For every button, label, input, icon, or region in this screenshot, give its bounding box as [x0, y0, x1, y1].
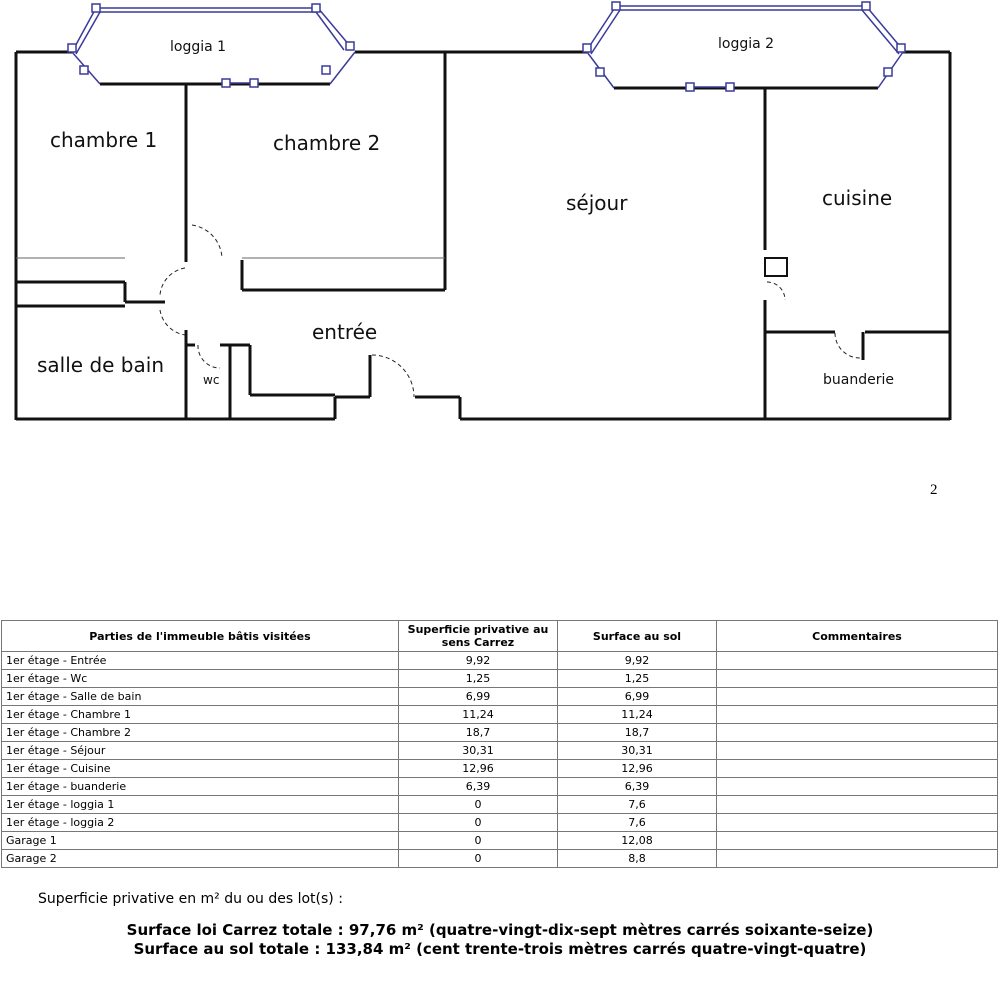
cell-carrez: 12,96: [399, 760, 558, 778]
cell-sol: 8,8: [558, 850, 717, 868]
cell-carrez: 0: [399, 850, 558, 868]
label-wc: wc: [203, 373, 220, 387]
table-row: [2, 652, 998, 670]
cell-carrez: 0: [399, 832, 558, 850]
carrez-total: Surface loi Carrez totale : 97,76 m² (quatre-vingt-dix-sept mètres carrés soixante-seize): [126, 921, 874, 939]
floor-plan: [0, 0, 1000, 440]
label-loggia-2: loggia 2: [718, 36, 775, 52]
cell-sol: 12,96: [558, 760, 717, 778]
table-row: [2, 688, 998, 706]
cell-comment: [717, 760, 998, 778]
cell-part: 1er étage - Chambre 2: [2, 724, 399, 742]
cell-sol: 7,6: [558, 814, 717, 832]
cell-part: 1er étage - loggia 2: [2, 814, 399, 832]
cell-carrez: 30,31: [399, 742, 558, 760]
cell-part: Garage 1: [2, 832, 399, 850]
cell-carrez: 11,24: [399, 706, 558, 724]
cell-comment: [717, 724, 998, 742]
label-entree: entrée: [312, 320, 378, 344]
table-row: [2, 850, 998, 868]
table-row: [2, 742, 998, 760]
cell-part: Garage 2: [2, 850, 399, 868]
header-comments: Commentaires: [717, 621, 998, 652]
summary-label: Superficie privative en m² du ou des lot(s) :: [38, 891, 343, 907]
label-salle-de-bain: salle de bain: [37, 353, 164, 377]
page-number: 2: [930, 482, 938, 498]
header-carrez-line1: Superficie privative au: [407, 623, 549, 636]
cell-sol: 9,92: [558, 652, 717, 670]
cell-carrez: 9,92: [399, 652, 558, 670]
cell-carrez: 0: [399, 796, 558, 814]
cell-comment: [717, 778, 998, 796]
table-row: [2, 778, 998, 796]
table-row: [2, 760, 998, 778]
cell-sol: 7,6: [558, 796, 717, 814]
table-row: [2, 832, 998, 850]
cell-sol: 11,24: [558, 706, 717, 724]
cell-part: 1er étage - loggia 1: [2, 796, 399, 814]
label-loggia-1: loggia 1: [170, 39, 227, 55]
header-carrez-line2: sens Carrez: [441, 636, 515, 649]
table-body: [2, 652, 998, 868]
cell-sol: 6,99: [558, 688, 717, 706]
table-row: [2, 670, 998, 688]
cell-sol: 6,39: [558, 778, 717, 796]
cell-carrez: 1,25: [399, 670, 558, 688]
cell-comment: [717, 850, 998, 868]
cell-sol: 18,7: [558, 724, 717, 742]
cell-part: 1er étage - Entrée: [2, 652, 399, 670]
label-sejour: séjour: [566, 191, 628, 215]
table-row: [2, 796, 998, 814]
cell-comment: [717, 832, 998, 850]
cell-comment: [717, 670, 998, 688]
table-row: [2, 724, 998, 742]
cell-comment: [717, 814, 998, 832]
cell-sol: 12,08: [558, 832, 717, 850]
cell-part: 1er étage - Wc: [2, 670, 399, 688]
label-cuisine: cuisine: [822, 186, 893, 210]
cell-part: 1er étage - Séjour: [2, 742, 399, 760]
cell-sol: 1,25: [558, 670, 717, 688]
cell-sol: 30,31: [558, 742, 717, 760]
cell-comment: [717, 688, 998, 706]
label-chambre-2: chambre 2: [273, 131, 381, 155]
label-buanderie: buanderie: [823, 372, 894, 388]
surface-table: [1, 620, 998, 868]
cell-part: 1er étage - Chambre 1: [2, 706, 399, 724]
header-sol: Surface au sol: [558, 621, 717, 652]
cell-carrez: 6,99: [399, 688, 558, 706]
cell-comment: [717, 742, 998, 760]
sol-total: Surface au sol totale : 133,84 m² (cent trente-trois mètres carrés quatre-vingt-quatre): [133, 940, 867, 958]
header-parts: Parties de l'immeuble bâtis visitées: [2, 621, 399, 652]
cell-carrez: 6,39: [399, 778, 558, 796]
table-row: [2, 706, 998, 724]
cell-part: 1er étage - Cuisine: [2, 760, 399, 778]
table-row: [2, 814, 998, 832]
table-header-row: [2, 621, 998, 652]
cell-comment: [717, 706, 998, 724]
cell-part: 1er étage - Salle de bain: [2, 688, 399, 706]
cell-comment: [717, 796, 998, 814]
header-carrez: [399, 621, 558, 652]
cell-carrez: 18,7: [399, 724, 558, 742]
label-chambre-1: chambre 1: [50, 128, 158, 152]
cell-part: 1er étage - buanderie: [2, 778, 399, 796]
cell-carrez: 0: [399, 814, 558, 832]
cell-comment: [717, 652, 998, 670]
door-swings: [160, 225, 860, 397]
